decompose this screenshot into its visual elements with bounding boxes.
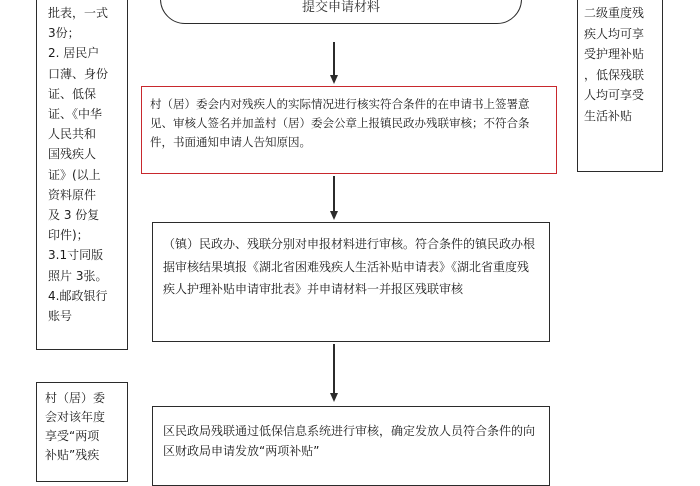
note-line: 人均可享受 [584, 88, 645, 102]
materials-list [48, 3, 121, 326]
town-review-text: （镇）民政办、残联分别对申报材料进行审核。符合条件的镇民政办根据审核结果填报《湖北省困难残疾人生活补贴申请表》《湖北省重度残疾人护理补贴申请审批表》并申请材料一并报区残联审核 [163, 237, 536, 296]
village-review-text: 村（居）委会内对残疾人的实际情况进行核实符合条件的在申请书上签署意见、审核人签名并加盖村（居）委会公章上报镇民政办残联审核；不符合条件，书面通知申请人告知原因。 [150, 97, 530, 149]
materials-line: 4.邮政银行 [48, 288, 108, 303]
eligibility-note [584, 3, 658, 126]
materials-line: 印件)； [48, 228, 89, 243]
annual-review-note-box [36, 382, 128, 482]
materials-line: 照片 3张。 [48, 268, 108, 283]
materials-line: 批表，一式 [48, 6, 109, 20]
note-line: 生活补贴 [584, 108, 633, 123]
note-line: ，低保残联 [584, 67, 645, 82]
top-box-text: 提交申请材料 [301, 0, 380, 15]
note-line: 享受“两项 [45, 429, 100, 443]
note-line: 二级重度残 [584, 6, 645, 20]
flow-arrow-1 [330, 42, 339, 84]
materials-line: 口薄、身份 [48, 66, 109, 81]
materials-line: 证、《中华 [48, 107, 103, 122]
annual-review-note [45, 389, 123, 465]
flow-arrow-2 [330, 176, 339, 220]
materials-line: 资料原件 [48, 187, 97, 202]
top-rounded-box [160, 0, 522, 24]
materials-line: 账号 [48, 309, 73, 324]
note-line: 村（居）委 [45, 391, 106, 405]
note-line: 受护理补贴 [584, 47, 645, 61]
materials-line: 3份； [48, 26, 80, 41]
materials-line: 3.1寸同版 [48, 248, 104, 263]
note-line: 会对该年度 [45, 410, 106, 424]
materials-line: 2. 居民户 [48, 46, 100, 61]
note-line: 补贴”残疾 [45, 448, 100, 462]
eligibility-note-box [577, 0, 663, 172]
materials-list-box [36, 0, 128, 350]
materials-line: 及 3 份复 [48, 208, 100, 223]
district-review-step [152, 406, 550, 486]
materials-line: 人民共和 [48, 127, 97, 142]
district-review-text: 区民政局残联通过低保信息系统进行审核，确定发放人员符合条件的向区财政局申请发放“两项补贴” [163, 424, 536, 458]
flow-arrow-3 [330, 344, 339, 402]
materials-line: 国残疾人 [48, 147, 97, 162]
materials-line: 证》(以上 [48, 167, 101, 182]
materials-line: 证、低保 [48, 86, 97, 101]
village-review-step [141, 86, 557, 174]
note-line: 疾人均可享 [584, 26, 645, 41]
town-review-step [152, 222, 550, 342]
